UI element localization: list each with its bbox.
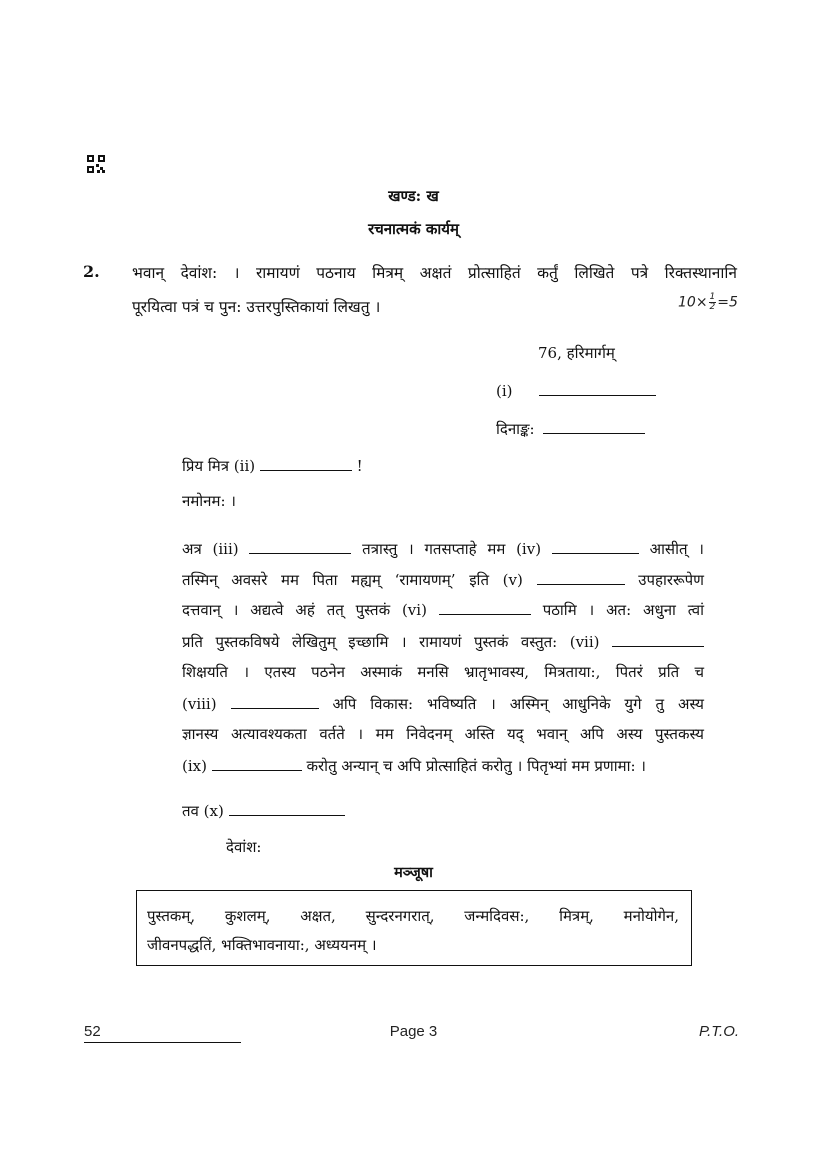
- line-text: तस्मिन् अवसरे मम पिता मह्यम् ‘रामायणम्’ इति (v): [182, 571, 523, 589]
- question-text-line-2: पूरयित्वा पत्रं च पुन: उत्तरपुस्तिकायां लिखतु ।: [132, 298, 381, 316]
- question-text-line-1: भवान् देवांश: । रामायणं पठनाय मित्रम् अक्षतं प्रोत्साहितं कर्तुं लिखिते पत्रे रिक्तस्थानानि: [132, 264, 737, 282]
- qr-code-icon: [87, 155, 105, 173]
- date-row: [496, 419, 645, 439]
- fraction-numerator: 1: [709, 292, 716, 302]
- marks-allocation: [678, 293, 738, 312]
- marks-prefix: 10×: [678, 294, 708, 311]
- line-text: अत्र (iii): [182, 540, 239, 558]
- line-text: उपहाररूपेण: [638, 571, 704, 589]
- blank-vii: [612, 632, 704, 647]
- fraction-denominator: 2: [709, 302, 716, 312]
- blank-viii: [231, 694, 319, 709]
- line-text: दत्तवान् । अद्यत्वे अहं तत् पुस्तकं (vi): [182, 601, 427, 619]
- marks-suffix: =5: [717, 294, 738, 311]
- letter-line: [182, 632, 704, 652]
- salutation-suffix: !: [356, 457, 363, 475]
- word-box-title: मञ्जूषा: [394, 864, 433, 881]
- blank-vi: [439, 600, 531, 615]
- pto-label: P.T.O.: [699, 1023, 740, 1040]
- section-title: रचनात्मकं कार्यम्: [368, 220, 459, 238]
- blank-ii: [260, 456, 352, 471]
- line-text: अपि विकास: भविष्यति । अस्मिन् आधुनिके युगे तु अस्य: [332, 695, 704, 713]
- line-text: प्रति पुस्तकविषये लेखितुम् इच्छामि । रामायणं पुस्तकं वस्तुत: (vii): [182, 633, 600, 651]
- paper-code: 52: [84, 1023, 101, 1040]
- signature: देवांश:: [226, 838, 262, 856]
- question-number: 2.: [83, 262, 100, 281]
- footer-rule: [84, 1042, 241, 1043]
- word-box-line-1: पुस्तकम्, कुशलम्, अक्षत, सुन्दरनगरात्, जन्मदिवस:, मित्रम्, मनोयोगेन,: [147, 907, 679, 925]
- letter-line: [182, 570, 704, 590]
- line-text: (ix): [182, 757, 207, 775]
- line-text: (viii): [182, 695, 217, 713]
- line-text: पठामि । अत: अधुना त्वां: [542, 601, 704, 619]
- letter-line: [182, 600, 704, 620]
- line-text: तत्रास्तु । गतसप्ताहे मम (iv): [362, 540, 542, 558]
- salutation: [182, 456, 704, 476]
- blank-iii: [249, 539, 351, 554]
- blank-i-row: [496, 381, 656, 400]
- blank-i: [539, 381, 656, 396]
- salutation-prefix: प्रिय मित्र (ii): [182, 457, 256, 475]
- line-text: आसीत् ।: [649, 540, 704, 558]
- date-blank: [543, 419, 645, 434]
- page-number: Page 3: [389, 1023, 438, 1040]
- letter-line: [182, 539, 704, 559]
- marks-fraction: [709, 293, 717, 312]
- letter-line: [182, 756, 704, 776]
- line-text: करोतु अन्यान् च अपि प्रोत्साहितं करोतु । पितृभ्यां मम प्रणामा: ।: [306, 757, 646, 775]
- blank-x: [229, 801, 345, 816]
- word-box-line-2: जीवनपद्धतिं, भक्तिभावनाया:, अध्ययनम् ।: [147, 936, 377, 954]
- letter-line: ज्ञानस्य अत्यावश्यकता वर्तते । मम निवेदनम् अस्ति यद् भवान् अपि अस्य पुस्तकस्य: [182, 725, 704, 743]
- closing-prefix: तव (x): [182, 802, 224, 820]
- greeting: नमोनम: ।: [182, 492, 236, 510]
- date-label: दिनाङ्क:: [496, 420, 535, 438]
- blank-iv: [552, 539, 639, 554]
- sender-address: 76, हरिमार्गम्: [538, 344, 615, 362]
- blank-ix: [212, 756, 302, 771]
- word-box: [136, 890, 692, 966]
- blank-v: [537, 570, 625, 585]
- letter-line: [182, 694, 704, 714]
- blank-i-label: (i): [496, 382, 513, 400]
- section-heading: खण्ड: ख: [388, 187, 439, 205]
- letter-line: शिक्षयति । एतस्य पठनेन अस्माकं मनसि भ्रातृभावस्य, मित्रताया:, पितरं प्रति च: [182, 663, 704, 681]
- closing: [182, 801, 704, 821]
